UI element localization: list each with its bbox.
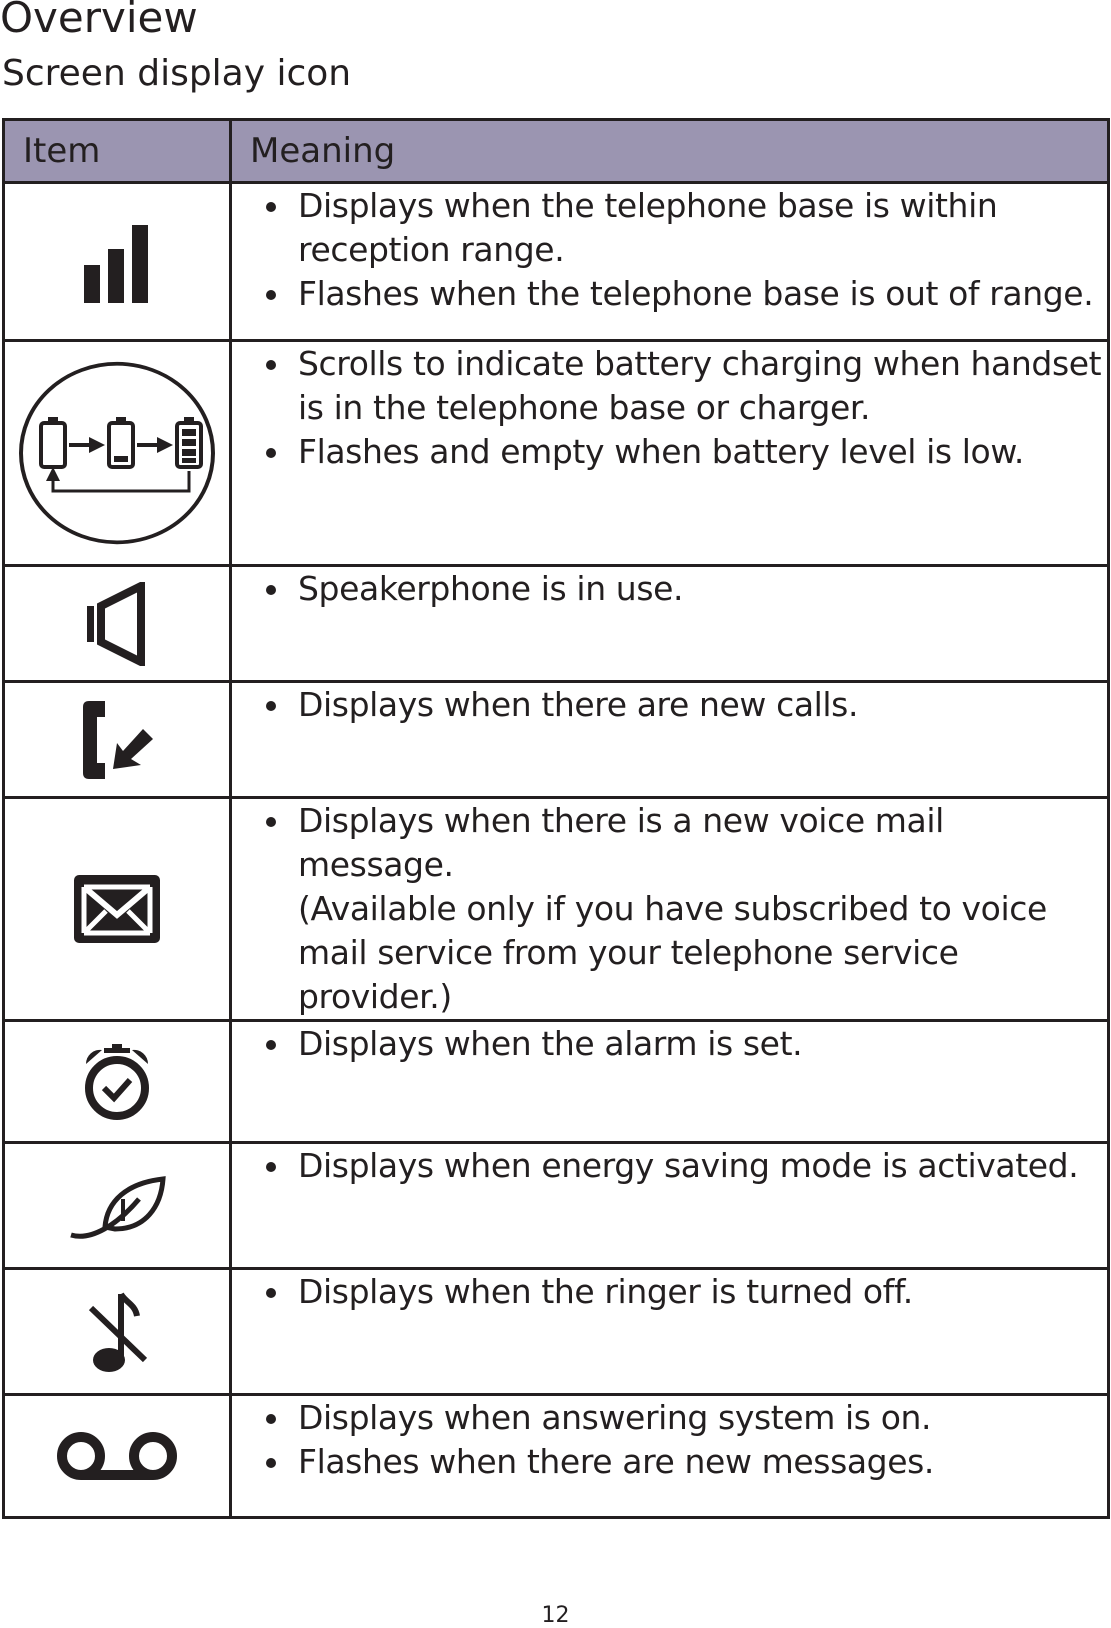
meaning-item: Speakerphone is in use. (298, 567, 1107, 611)
table-row (4, 341, 1109, 566)
meaning-cell (231, 1143, 1109, 1269)
meaning-cell (231, 341, 1109, 566)
voicemail-envelope-icon (72, 873, 162, 945)
table-row (4, 798, 1109, 1021)
alarm-clock-icon (82, 1042, 152, 1122)
table-row (4, 1269, 1109, 1395)
meaning-item: Flashes when there are new messages. (298, 1440, 1107, 1484)
answering-machine-icon (56, 1429, 178, 1483)
meaning-cell (231, 566, 1109, 682)
meaning-list (232, 683, 1107, 727)
column-header-meaning: Meaning (231, 120, 1109, 183)
meaning-list (232, 1270, 1107, 1314)
table-header-row (4, 120, 1109, 183)
meaning-item: Flashes when the telephone base is out of range. (298, 272, 1107, 316)
battery-charging-cycle-icon (17, 361, 217, 545)
ringer-off-icon (85, 1288, 149, 1376)
meaning-list (232, 799, 1107, 887)
table-row (4, 566, 1109, 682)
meaning-item: Displays when the telephone base is within reception range. (298, 184, 1107, 272)
meaning-cell (231, 1395, 1109, 1518)
meaning-cell (231, 682, 1109, 798)
table-row (4, 1021, 1109, 1143)
page-number: 12 (541, 1603, 570, 1628)
meaning-list (232, 184, 1107, 316)
meaning-item: Displays when there are new calls. (298, 683, 1107, 727)
meaning-note: (Available only if you have subscribed to voice mail service from your telephone service provider.) (298, 889, 1047, 1016)
signal-strength-icon (82, 219, 152, 305)
table-row (4, 183, 1109, 341)
icon-table (2, 118, 1110, 1519)
meaning-list (232, 1396, 1107, 1484)
item-cell (4, 1269, 231, 1395)
meaning-list (232, 567, 1107, 611)
new-call-icon (79, 699, 155, 781)
item-cell (4, 1143, 231, 1269)
subtitle: Screen display icon (2, 53, 352, 94)
meaning-item: Scrolls to indicate battery charging when handset is in the telephone base or charger. (298, 342, 1107, 430)
meaning-item: Displays when there is a new voice mail message. (298, 799, 1107, 887)
meaning-item: Displays when answering system is on. (298, 1396, 1107, 1440)
meaning-cell (231, 183, 1109, 341)
meaning-list (232, 1022, 1107, 1066)
table-row (4, 1143, 1109, 1269)
item-cell (4, 798, 231, 1021)
item-cell (4, 183, 231, 341)
eco-leaf-icon (67, 1171, 167, 1241)
meaning-item: Displays when the ringer is turned off. (298, 1270, 1107, 1314)
item-cell (4, 1021, 231, 1143)
item-cell (4, 682, 231, 798)
item-cell (4, 566, 231, 682)
item-cell (4, 341, 231, 566)
table-row (4, 1395, 1109, 1518)
speakerphone-icon (85, 582, 149, 666)
meaning-cell (231, 798, 1109, 1021)
column-header-item: Item (4, 120, 231, 183)
meaning-cell (231, 1021, 1109, 1143)
meaning-list (232, 1144, 1107, 1188)
meaning-item: Displays when energy saving mode is activated. (298, 1144, 1107, 1188)
meaning-item: Displays when the alarm is set. (298, 1022, 1107, 1066)
meaning-item: Flashes and empty when battery level is low. (298, 430, 1107, 474)
item-cell (4, 1395, 231, 1518)
meaning-list (232, 342, 1107, 474)
section-title: Overview (0, 0, 198, 42)
table-row (4, 682, 1109, 798)
meaning-cell (231, 1269, 1109, 1395)
